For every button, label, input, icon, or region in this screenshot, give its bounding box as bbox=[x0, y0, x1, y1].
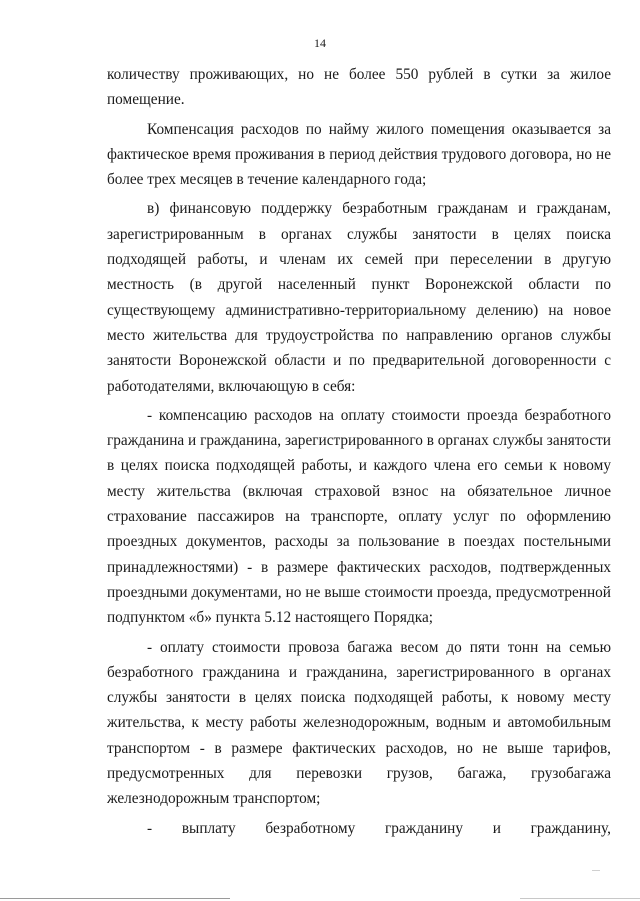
paragraph-financial-support: в) финансовую поддержку безработным гражданам и гражданам, зарегистрированным в органах службы занятости в целях поиска подходящей работы, и членам их семей при переселении в другую местность (в другой населенный пункт Воронежской области по существующему административно-территориальному делению) на новое место жительства для трудоустройства по направлению органов службы занятости Воронежской области и по предварительной договоренности с работодателями, включающую в себя: bbox=[107, 200, 611, 395]
list-item-baggage-payment: - оплату стоимости провоза багажа весом до пяти тонн на семью безработного гражданина и гражданина, зарегистрированного в органах службы занятости в целях поиска подходящей работы, к новому месту жительства, к месту работы железнодорожным, водным и автомобильным транспортом - в размере фактических расходов, но не выше тарифов, предусмотренных для перевозки грузов, багажа, грузобагажа железнодорожным транспортом; bbox=[107, 638, 611, 808]
scan-artifact-mark bbox=[592, 870, 600, 871]
page-number: 14 bbox=[314, 36, 326, 50]
scan-bottom-edge bbox=[0, 898, 640, 899]
list-item-payment-start: - выплату безработному гражданину и гражданину, bbox=[147, 819, 611, 837]
list-item-travel-compensation: - компенсацию расходов на оплату стоимости проезда безработного гражданина и гражданина, зарегистрированного в органах службы занятости в целях поиска подходящей работы, и каждого члена его семьи к новому месту жительства (включая страховой взнос на обязательное личное страхование пассажиров на транспорте, оплату услуг по оформлению проездных документов, расходы за пользование в поездах постельными принадлежностями) - в размере фактических расходов, подтвержденных проездными документами, но не выше стоимости проезда, предусмотренной подпунктом «б» пункта 5.12 настоящего Порядка; bbox=[107, 406, 611, 627]
paragraph-continuation: количеству проживающих, но не более 550 рублей в сутки за жилое помещение. bbox=[107, 66, 611, 109]
document-body bbox=[107, 62, 611, 841]
paragraph-compensation-period: Компенсация расходов по найму жилого помещения оказывается за фактическое время проживания в период действия трудового договора, но не более трех месяцев в течение календарного года; bbox=[107, 120, 611, 189]
